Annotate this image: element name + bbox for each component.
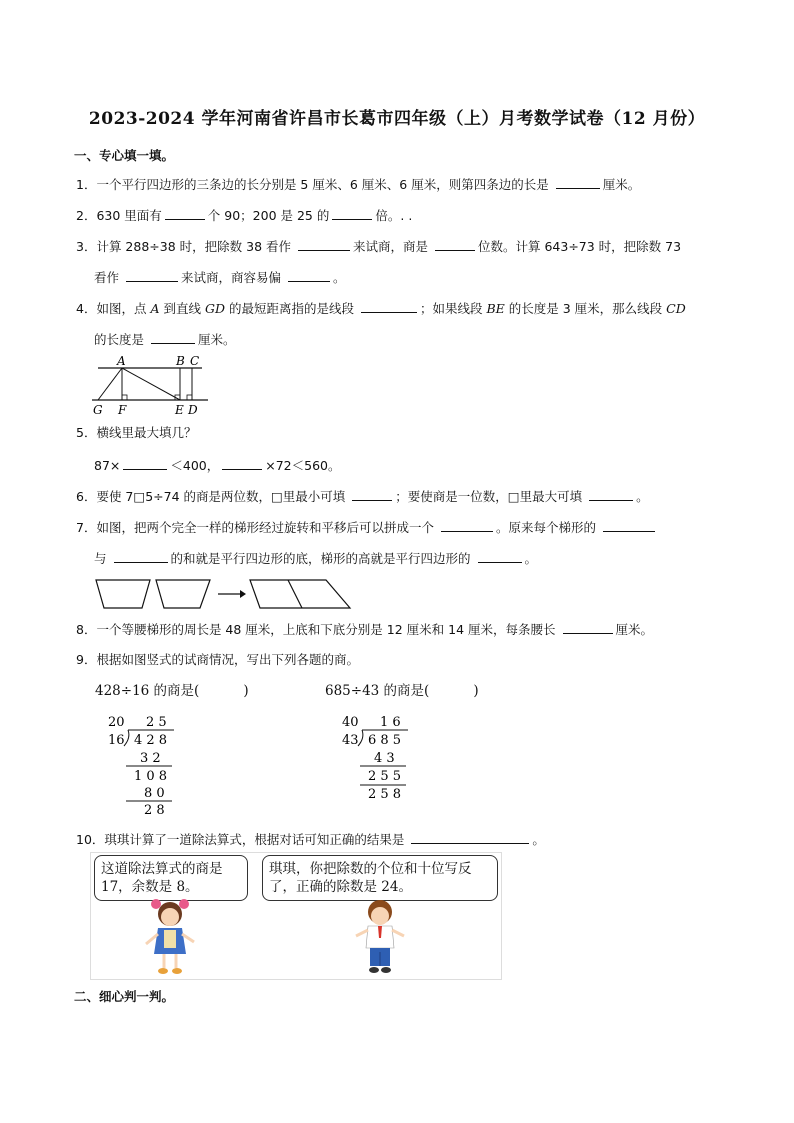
- q9-left-title: 428÷16 的商是( ): [95, 683, 249, 699]
- answer-blank[interactable]: [126, 269, 178, 282]
- right-angle-mark: [187, 395, 192, 400]
- question-7-line-2: 与 的和就是平行四边形的底，梯形的高就是平行四边形的 。: [94, 551, 538, 566]
- answer-blank[interactable]: [563, 621, 613, 634]
- svg-text:43: 43: [342, 733, 359, 748]
- label-c: C: [190, 354, 200, 368]
- section-2-heading: 二、细心判一判。: [74, 989, 175, 1004]
- question-5-line-2: 87× ＜400， ×72＜560。: [94, 458, 341, 473]
- answer-blank[interactable]: [151, 331, 195, 344]
- question-4-figure: [90, 352, 220, 422]
- label-a: A: [117, 354, 126, 368]
- question-3-line-2: 看作 来试商，商容易偏 。: [94, 270, 346, 285]
- svg-text:2 8: 2 8: [144, 803, 165, 818]
- question-8: 8．一个等腰梯形的周长是 48 厘米，上底和下底分别是 12 厘米和 14 厘米，每条腰长 厘米。: [76, 622, 654, 637]
- answer-blank[interactable]: [589, 488, 633, 501]
- answer-blank[interactable]: [361, 300, 417, 313]
- svg-text:1 6: 1 6: [380, 715, 401, 730]
- svg-text:2 5: 2 5: [146, 715, 167, 730]
- arrow-head-icon: [240, 590, 246, 598]
- answer-blank[interactable]: [123, 457, 167, 470]
- answer-blank[interactable]: [222, 457, 262, 470]
- question-7-figure: [94, 578, 354, 610]
- answer-blank[interactable]: [114, 550, 168, 563]
- svg-text:2 5 5: 2 5 5: [368, 769, 402, 784]
- question-2: 2．630 里面有 个 90；200 是 25 的 倍。. .: [76, 208, 413, 223]
- speech-bubble-boy: 琪琪，你把除数的个位和十位写反 了，正确的除数是 24。: [262, 855, 498, 901]
- q9-left-division: [100, 712, 210, 818]
- question-1: 1．一个平行四边形的三条边的长分别是 5 厘米、6 厘米、6 厘米，则第四条边的长是 厘米。: [76, 177, 641, 192]
- question-7: 7．如图，把两个完全一样的梯形经过旋转和平移后可以拼成一个 。原来每个梯形的: [76, 519, 658, 536]
- label-e: E: [175, 403, 184, 417]
- answer-blank[interactable]: [478, 550, 522, 563]
- answer-blank[interactable]: [165, 207, 205, 220]
- question-9: 9．根据如图竖式的试商情况，写出下列各题的商。: [76, 652, 359, 667]
- answer-blank[interactable]: [411, 831, 529, 844]
- svg-text:20: 20: [108, 715, 125, 730]
- answer-blank[interactable]: [352, 488, 392, 501]
- svg-text:6 8 5: 6 8 5: [368, 733, 402, 748]
- question-10: 10．琪琪计算了一道除法算式，根据对话可知正确的结果是 。: [76, 832, 545, 847]
- question-5: 5．横线里最大填几？: [76, 425, 197, 440]
- page-title: 2023-2024 学年河南省许昌市长葛市四年级（上）月考数学试卷（12 月份）: [88, 109, 706, 129]
- trapezoid-2: [156, 580, 210, 608]
- label-b: B: [176, 354, 185, 368]
- label-f: F: [118, 403, 127, 417]
- speech-bubble-girl: 这道除法算式的商是 17，余数是 8。: [94, 855, 248, 901]
- split-line: [288, 580, 302, 608]
- boy-illustration: [350, 896, 410, 976]
- girl-illustration: [140, 896, 200, 976]
- right-angle-mark: [122, 395, 127, 400]
- segment-ag: [98, 368, 122, 400]
- answer-blank[interactable]: [298, 238, 350, 251]
- answer-blank[interactable]: [288, 269, 330, 282]
- svg-text:4 3: 4 3: [374, 751, 395, 766]
- label-g: G: [93, 403, 103, 417]
- answer-blank[interactable]: [332, 207, 372, 220]
- answer-blank[interactable]: [603, 519, 655, 532]
- q9-right-title: 685÷43 的商是( ): [325, 683, 479, 699]
- svg-text:3 2: 3 2: [140, 751, 161, 766]
- segment-ae: [122, 368, 180, 400]
- section-1-heading: 一、专心填一填。: [74, 148, 175, 163]
- svg-text:1 0 8: 1 0 8: [134, 769, 168, 784]
- answer-blank[interactable]: [556, 176, 600, 189]
- svg-text:8 0: 8 0: [144, 786, 165, 801]
- svg-text:40: 40: [342, 715, 359, 730]
- question-3: 3．计算 288÷38 时，把除数 38 看作 来试商，商是 位数。计算 643÷73 时，把除数 73: [76, 239, 682, 254]
- svg-text:16: 16: [108, 733, 125, 748]
- question-4: 4．如图，点 A 到直线 GD 的最短距离指的是线段 ；如果线段 BE 的长度是 3 厘米，那么线段 CD: [76, 301, 686, 316]
- trapezoid-1: [96, 580, 150, 608]
- answer-blank[interactable]: [441, 519, 493, 532]
- q9-right-division: [334, 712, 444, 802]
- svg-text:4 2 8: 4 2 8: [134, 733, 168, 748]
- question-6: 6．要使 7□5÷74 的商是两位数，□里最小可填 ；要使商是一位数，□里最大可填 。: [76, 489, 649, 504]
- answer-blank[interactable]: [435, 238, 475, 251]
- svg-text:2 5 8: 2 5 8: [368, 787, 402, 802]
- question-4-line-2: 的长度是 厘米。: [94, 332, 236, 347]
- label-d: D: [188, 403, 198, 417]
